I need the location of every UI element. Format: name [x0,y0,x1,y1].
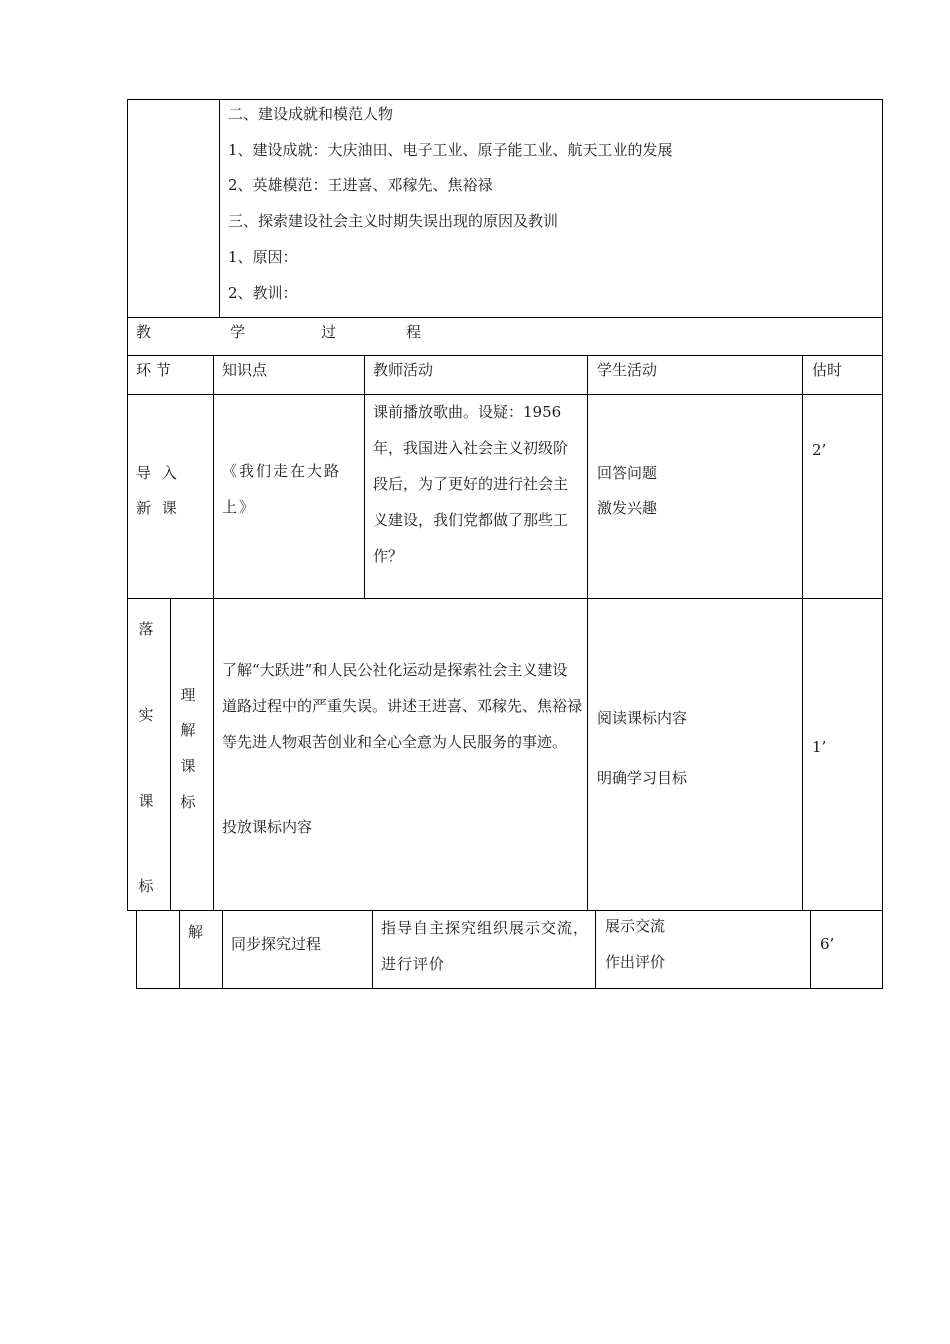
explore-student-line1: 展示交流 [605,917,666,935]
process-title-char: 教 [136,323,152,341]
standard-sub-char: 课 [180,757,196,775]
explore-knowledge: 同步探究过程 [231,935,322,953]
intro-time: 2’ [812,441,827,459]
standard-student-line2: 明确学习目标 [597,769,688,787]
intro-teacher-activity: 课前播放歌曲。设疑：1956年，我国进入社会主义初级阶段后，为了更好的进行社会主义建设，我们党都做了那些工作？ [373,403,569,565]
header-time: 估时 [812,361,843,379]
outline-item-3-1: 1、原因： [228,248,298,266]
process-title-char: 过 [321,323,337,341]
outline-heading-3: 三、探索建设社会主义时期失误出现的原因及教训 [228,212,559,230]
header-section: 环 节 [136,361,171,379]
intro-section-line1: 导 入 [136,464,180,482]
header-teacher: 教师活动 [373,361,434,379]
header-student: 学生活动 [597,361,658,379]
outline-heading-2: 二、建设成就和模范人物 [228,105,394,123]
explore-sub: 解 [188,923,204,941]
explore-teacher-activity: 指导自主探究组织展示交流，进行评价 [381,919,590,973]
standard-section-char: 课 [138,792,154,810]
intro-section-line2: 新 课 [136,499,180,517]
explore-student-line2: 作出评价 [605,953,666,971]
outline-item-3-2: 2、教训： [228,284,298,302]
intro-student-line2: 激发兴趣 [597,499,658,517]
standard-sub-char: 解 [180,721,196,739]
standard-sub-char: 理 [180,686,196,704]
outline-item-2-1: 1、建设成就：大庆油田、电子工业、原子能工业、航天工业的发展 [228,141,673,159]
standard-time: 1’ [812,738,827,756]
explore-time: 6’ [820,935,835,953]
standard-student-line1: 阅读课标内容 [597,709,688,727]
standard-content-extra: 投放课标内容 [222,818,313,836]
process-title-char: 学 [230,323,246,341]
header-knowledge: 知识点 [222,361,268,379]
standard-section-char: 落 [138,620,154,638]
standard-section-char: 标 [138,877,154,895]
standard-sub-char: 标 [180,793,196,811]
standard-content: 了解“大跃进”和人民公社化运动是探索社会主义建设道路过程中的严重失误。讲述王进喜、邓稼先、焦裕禄等先进人物艰苦创业和全心全意为人民服务的事迹。 [222,661,583,751]
standard-section-char: 实 [138,706,154,724]
process-title-char: 程 [406,323,422,341]
outline-item-2-2: 2、英雄模范：王进喜、邓稼先、焦裕禄 [228,176,493,194]
intro-student-line1: 回答问题 [597,464,658,482]
intro-knowledge: 《我们走在大路上》 [222,462,342,516]
